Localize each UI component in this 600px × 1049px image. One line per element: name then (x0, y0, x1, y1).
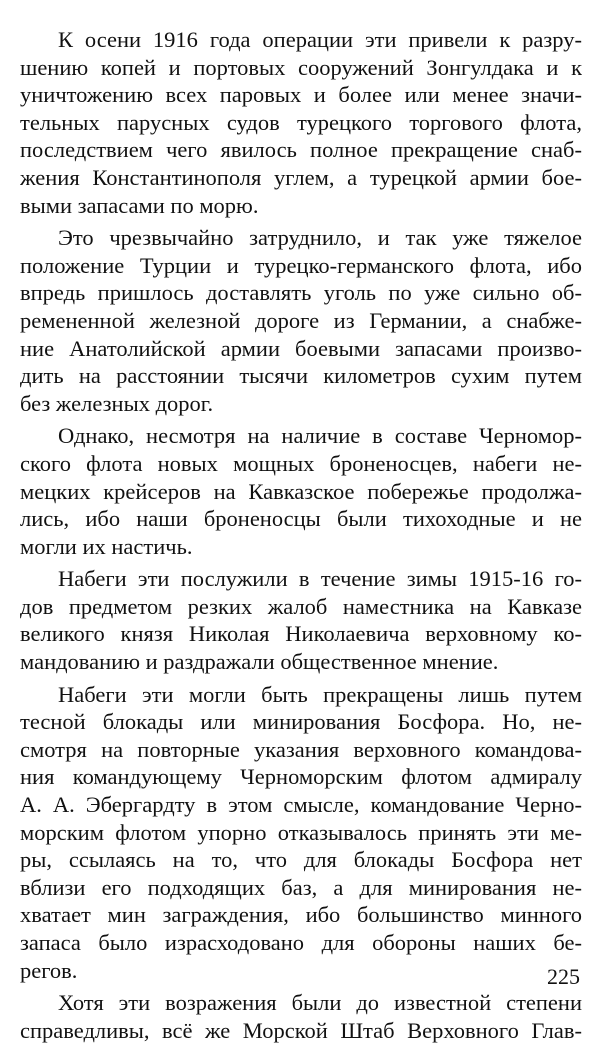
paragraph (20, 565, 582, 675)
paragraph (20, 26, 582, 219)
text-line: жения Константинополя углем, а турецкой армии бое- (20, 164, 582, 190)
text-line: последствием чего явилось полное прекращение снаб- (20, 137, 582, 163)
text-line: шению копей и портовых сооружений Зонгулдака и к (20, 54, 582, 80)
text-line: мецких крейсеров на Кавказское побережье продолжа- (20, 478, 582, 504)
page-number: 225 (547, 964, 580, 989)
text-line: великого князя Николая Николаевича верховному ко- (20, 621, 582, 647)
paragraph (20, 681, 582, 985)
text-line: тельных парусных судов турецкого торгового флота, (20, 109, 582, 135)
text-line: тесной блокады или минирования Босфора. Но, не- (20, 709, 582, 735)
text-line: К осени 1916 года операции эти привели к разру- (58, 27, 582, 52)
text-line: смотря на повторные указания верховного командова- (20, 736, 582, 762)
text-line: А. А. Эбергардту в этом смысле, командование Черно- (20, 792, 582, 818)
text-line: вблизи его подходящих баз, а для минирования не- (20, 874, 582, 900)
text-line: хватает мин заграждения, ибо большинство минного (20, 902, 582, 928)
text-line: дить на расстоянии тысячи километров сухим путем (20, 363, 582, 389)
text-line: морским флотом упорно отказывалось принять эти ме- (20, 819, 582, 845)
text-line: ние Анатолийской армии боевыми запасами произво- (20, 335, 582, 361)
text-line: лись, ибо наши броненосцы были тихоходные и не (20, 506, 582, 532)
text-line: Набеги эти послужили в течение зимы 1915-16 го- (58, 566, 582, 592)
text-line: справедливы, всё же Морской Штаб Верховного Глав- (20, 1017, 582, 1043)
text-line: без железных дорог. (20, 390, 214, 416)
text-line: Набеги эти могли быть прекращены лишь путем (58, 681, 582, 707)
text-line: Однако, несмотря на наличие в составе Черномор- (58, 423, 582, 449)
text-line: дов предметом резких жалоб наместника на Кавказе (20, 593, 582, 619)
text-line: запаса было израсходовано для обороны наших бе- (20, 930, 582, 955)
text-line: регов. (20, 957, 78, 983)
text-line: ры, ссылаясь на то, что для блокады Босфора нет (20, 847, 582, 873)
text-line: ского флота новых мощных броненосцев, набеги не- (20, 450, 582, 476)
text-line: ремененной железной дороге из Германии, а снабже- (20, 307, 582, 333)
text-line: могли их настичь. (20, 533, 193, 559)
text-line: мандованию и раздражали общественное мнение. (20, 649, 499, 675)
paragraph (20, 224, 582, 417)
text-line: положение Турции и турецко-германского флота, ибо (20, 252, 582, 278)
text-line: уничтожению всех паровых и более или менее значи- (20, 82, 582, 108)
text-line: Хотя эти возражения были до известной степени (58, 990, 582, 1016)
body-text (20, 26, 582, 1049)
text-line: впредь пришлось доставлять уголь по уже сильно об- (20, 280, 582, 306)
text-line: ния командующему Черноморским флотом адмиралу (20, 764, 582, 790)
text-line: выми запасами по морю. (20, 192, 259, 218)
paragraph (20, 989, 582, 1044)
text-line: Это чрезвычайно затруднило, и так уже тяжелое (58, 225, 582, 251)
paragraph (20, 422, 582, 560)
